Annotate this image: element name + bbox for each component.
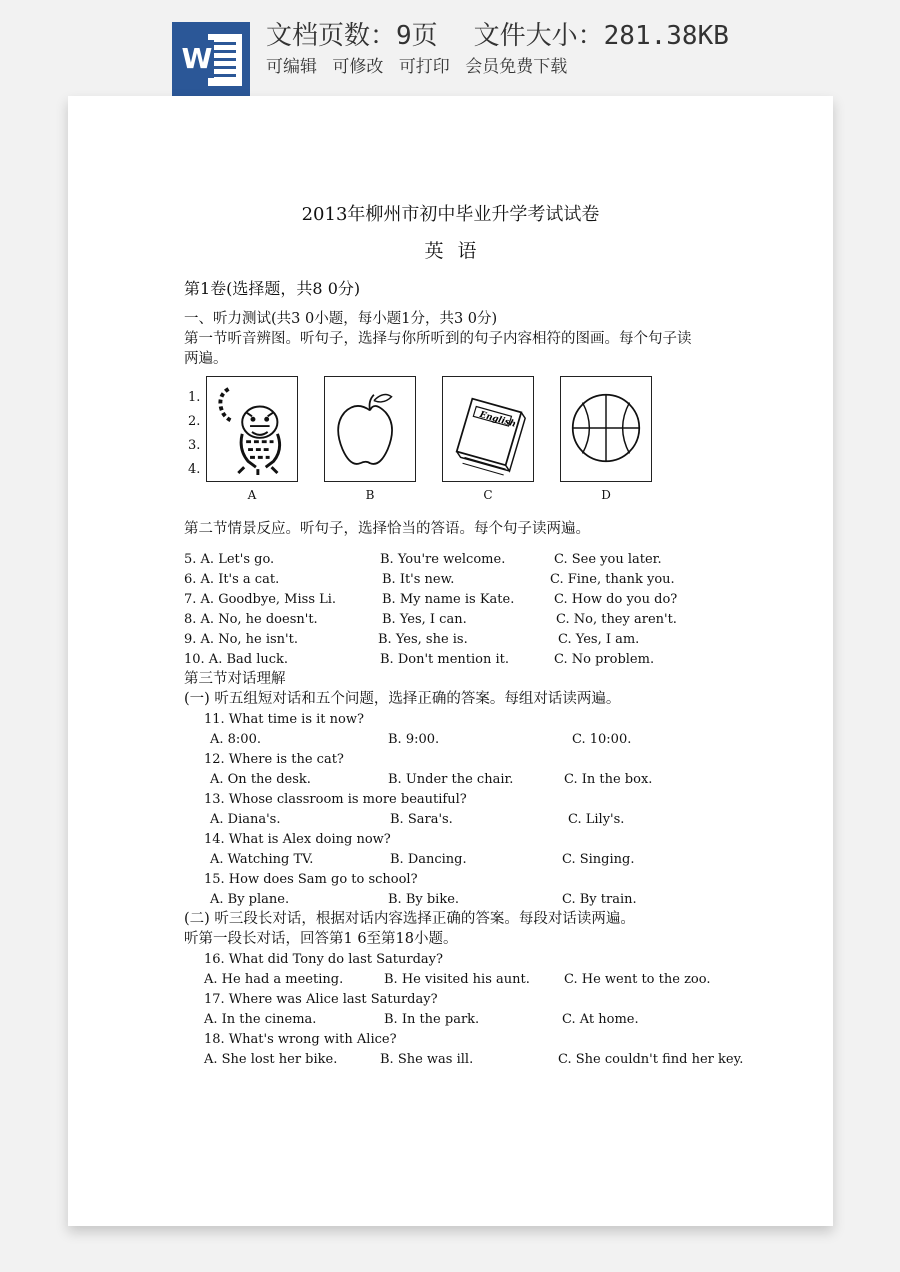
picture-label-a: A	[247, 488, 257, 502]
option-b: B. He visited his aunt.	[384, 972, 530, 987]
option-a: A. On the desk.	[210, 772, 311, 787]
option-b: B. You're welcome.	[380, 552, 506, 567]
basketball-icon	[561, 377, 651, 481]
option-b: B. By bike.	[388, 892, 460, 907]
option-c: C. Fine, thank you.	[550, 572, 675, 587]
subsection2-instruction: (二) 听三段长对话，根据对话内容选择正确的答案。每段对话读两遍。	[184, 911, 635, 927]
option-c: C. Yes, I am.	[558, 632, 640, 647]
option-b: B. It's new.	[382, 572, 455, 587]
picture-number: 1.	[188, 390, 201, 405]
word-document-icon	[172, 22, 250, 96]
option-b: B. She was ill.	[380, 1052, 474, 1067]
apple-icon	[325, 377, 415, 481]
part-heading: 第1卷(选择题，共8 0分)	[184, 279, 361, 298]
option-c: C. Lily's.	[568, 812, 625, 827]
option-a: A. He had a meeting.	[204, 972, 344, 987]
option-c: C. Singing.	[562, 852, 635, 867]
page-count: 文档页数：9页	[266, 21, 438, 51]
feature-list	[266, 56, 577, 78]
question-text: 14. What is Alex doing now?	[204, 832, 391, 847]
word-logo-letter: W	[180, 40, 214, 78]
document-page	[68, 96, 833, 1226]
picture-label-d: D	[601, 488, 611, 502]
exam-title: 2013年柳州市初中毕业升学考试试卷	[301, 204, 600, 225]
option-b: B. In the park.	[384, 1012, 480, 1027]
document-info	[266, 20, 729, 52]
option-a: A. Watching TV.	[210, 852, 314, 867]
listening-heading: 一、听力测试(共3 0小题，每小题1分，共3 0分)	[184, 311, 498, 327]
option-b: B. Yes, I can.	[382, 612, 467, 627]
feature-modifiable: 可修改	[332, 57, 384, 77]
question-text: 13. Whose classroom is more beautiful?	[204, 792, 467, 807]
picture-number: 3.	[188, 438, 201, 453]
option-a: 9. A. No, he isn't.	[184, 632, 298, 647]
option-c: C. No, they aren't.	[556, 612, 677, 627]
picture-d-basketball	[560, 376, 652, 482]
exam-subject: 英语	[424, 240, 491, 262]
option-a: 6. A. It's a cat.	[184, 572, 280, 587]
picture-number: 2.	[188, 414, 201, 429]
option-c: C. He went to the zoo.	[564, 972, 711, 987]
option-b: B. Dancing.	[390, 852, 467, 867]
section3-heading: 第三节对话理解	[184, 671, 286, 687]
option-c: C. How do you do?	[554, 592, 678, 607]
section1-instruction-cont: 两遍。	[184, 351, 228, 367]
option-a: A. 8:00.	[210, 732, 261, 747]
option-c: C. 10:00.	[572, 732, 632, 747]
picture-a-tiger	[206, 376, 298, 482]
picture-c-english-book	[442, 376, 534, 482]
option-b: B. Don't mention it.	[380, 652, 509, 667]
option-a: 8. A. No, he doesn't.	[184, 612, 318, 627]
picture-numbers	[188, 386, 200, 482]
option-b: B. My name is Kate.	[382, 592, 515, 607]
option-a: A. In the cinema.	[204, 1012, 317, 1027]
feature-printable: 可打印	[398, 57, 450, 77]
question-text: 12. Where is the cat?	[204, 752, 344, 767]
option-c: C. By train.	[562, 892, 637, 907]
picture-label-c: C	[483, 488, 493, 502]
file-size: 文件大小：281.38KB	[473, 21, 729, 51]
download-header	[0, 0, 900, 100]
section1-instruction: 第一节听音辨图。听句子，选择与你所听到的句子内容相符的图画。每个句子读	[184, 331, 692, 347]
option-b: B. Sara's.	[390, 812, 453, 827]
tiger-icon	[207, 377, 297, 481]
option-c: C. No problem.	[554, 652, 655, 667]
option-b: B. Yes, she is.	[378, 632, 468, 647]
picture-label-b: B	[365, 488, 375, 502]
question-text: 18. What's wrong with Alice?	[204, 1032, 397, 1047]
picture-number: 4.	[188, 462, 201, 477]
question-text: 16. What did Tony do last Saturday?	[204, 952, 443, 967]
subsection2-note: 听第一段长对话，回答第1 6至第18小题。	[184, 931, 458, 947]
option-c: C. At home.	[562, 1012, 639, 1027]
question-text: 11. What time is it now?	[204, 712, 364, 727]
option-a: A. She lost her bike.	[204, 1052, 338, 1067]
feature-editable: 可编辑	[266, 57, 317, 77]
section2-instruction: 第二节情景反应。听句子，选择恰当的答语。每个句子读两遍。	[184, 521, 590, 537]
option-b: B. 9:00.	[388, 732, 440, 747]
option-c: C. In the box.	[564, 772, 653, 787]
picture-b-apple	[324, 376, 416, 482]
option-b: B. Under the chair.	[388, 772, 514, 787]
book-title-text: English	[478, 409, 517, 430]
feature-member-download[interactable]: 会员免费下载	[465, 57, 568, 77]
option-a: A. Diana's.	[210, 812, 281, 827]
option-c: C. See you later.	[554, 552, 662, 567]
option-a: 7. A. Goodbye, Miss Li.	[184, 592, 337, 607]
subsection1-instruction: (一) 听五组短对话和五个问题，选择正确的答案。每组对话读两遍。	[184, 691, 621, 707]
question-text: 17. Where was Alice last Saturday?	[204, 992, 438, 1007]
question-text: 15. How does Sam go to school?	[204, 872, 418, 887]
option-c: C. She couldn't find her key.	[558, 1052, 744, 1067]
book-icon	[443, 377, 533, 481]
option-a: 5. A. Let's go.	[184, 552, 275, 567]
option-a: A. By plane.	[210, 892, 290, 907]
option-a: 10. A. Bad luck.	[184, 652, 289, 667]
